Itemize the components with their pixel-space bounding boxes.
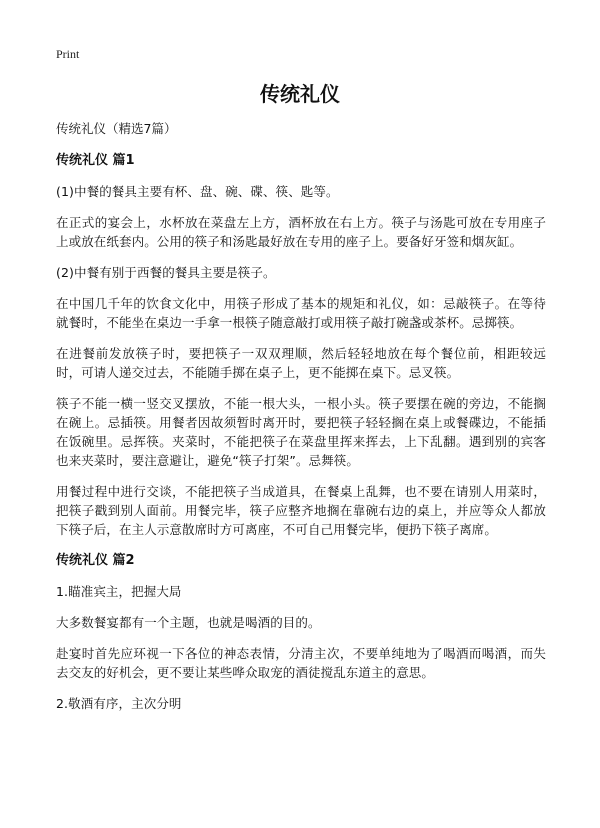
page-title: 传统礼仪 <box>260 82 340 106</box>
paragraph: (1)中餐的餐具主要有杯、盘、碗、碟、筷、匙等。 <box>56 184 339 199</box>
paragraph: 在中国几千年的饮食文化中，用筷子形成了基本的规矩和礼仪，如：忌敲筷子。在等待就餐时，不能坐在桌边一手拿一根筷子随意敲打或用筷子敲打碗盏或茶杯。忌掷筷。 <box>56 296 546 330</box>
section-2 <box>56 551 546 713</box>
print-link[interactable]: Print <box>56 47 80 61</box>
document-body <box>56 119 546 725</box>
paragraph: 用餐过程中进行交谈，不能把筷子当成道具，在餐桌上乱舞，也不要在请别人用菜时，把筷子戳到别人面前。用餐完毕，筷子应整齐地搁在靠碗右边的桌上，并应等众人都放下筷子后，在主人示意散席时方可离座，不可自己用餐完毕，便扔下筷子离席。 <box>56 484 546 537</box>
paragraph: 在正式的宴会上，水杯放在菜盘左上方，酒杯放在右上方。筷子与汤匙可放在专用座子上或放在纸套内。公用的筷子和汤匙最好放在专用的座子上。要备好牙签和烟灰缸。 <box>56 215 546 249</box>
paragraph: (2)中餐有别于西餐的餐具主要是筷子。 <box>56 265 276 280</box>
section-1 <box>56 151 546 539</box>
paragraph: 1.瞄准宾主，把握大局 <box>56 584 182 599</box>
section-heading: 传统礼仪 篇2 <box>56 553 135 568</box>
paragraph: 2.敬酒有序，主次分明 <box>56 696 182 711</box>
paragraph: 在进餐前发放筷子时，要把筷子一双双理顺，然后轻轻地放在每个餐位前，相距较远时，可请人递交过去，不能随手掷在桌子上，更不能掷在桌下。忌叉筷。 <box>56 346 546 380</box>
paragraph: 大多数餐宴都有一个主题，也就是喝酒的目的。 <box>56 615 321 630</box>
document-subtitle: 传统礼仪（精选7篇） <box>56 121 177 136</box>
paragraph: 赴宴时首先应环视一下各位的神态表情，分清主次，不要单纯地为了喝酒而喝酒，而失去交友的好机会，更不要让某些哗众取宠的酒徒搅乱东道主的意思。 <box>56 646 546 680</box>
section-heading: 传统礼仪 篇1 <box>56 153 135 168</box>
paragraph: 筷子不能一横一竖交叉摆放，不能一根大头，一根小头。筷子要摆在碗的旁边，不能搁在碗上。忌插筷。用餐者因故须暂时离开时，要把筷子轻轻搁在桌上或餐碟边，不能插在饭碗里。忌挥筷。夹菜时，不能把筷子在菜盘里挥来挥去，上下乱翻。遇到别的宾客也来夹菜时，要注意避让，避免“筷子打架”。忌舞筷。 <box>56 396 546 468</box>
